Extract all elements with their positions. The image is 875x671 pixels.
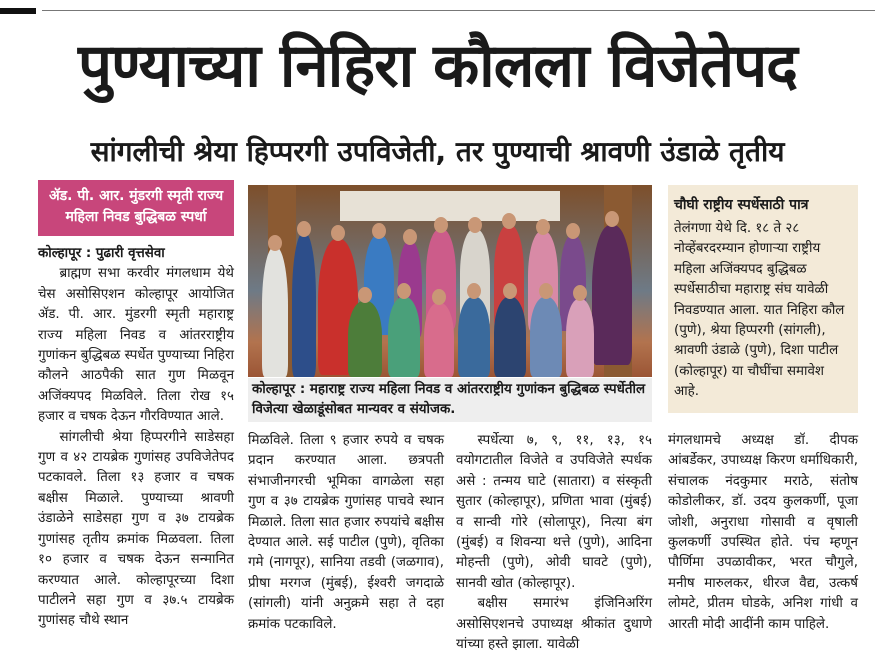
article-column-1 (38, 244, 234, 632)
col4-paragraph: मंगलधामचे अध्यक्ष डॉ. दीपक आंबर्डेकर, उपाध्यक्ष किरण धर्माधिकारी, संचालक नंदकुमार मराठे, संतोष कोडोलीकर, डॉ. उदय कुलकर्णी, पूजा जोशी, अनुराधा गोसावी व वृषाली कुलकर्णी उपस्थित होते. पंच म्हणून पौर्णिमा उपळावीकर, भरत चौगुले, मनीष मारुलकर, धीरज वैद्य, उत्कर्ष लोमटे, प्रीतम घोडके, अनिश गांधी व आरती मोदी आदींनी काम पाहिले. (668, 433, 858, 632)
col3-paragraph-2: बक्षीस समारंभ इंजिनिअरिंग असोसिएशनचे उपाध्यक्ष श्रीकांत दुधाणे यांच्या हस्ते झाला. यावेळी (456, 596, 652, 653)
photo-person (458, 297, 490, 377)
sidebar-text: तेलंगणा येथे दि. १८ ते २८ नोव्हेंबरदरम्यान होणाऱ्या राष्ट्रीय महिला अजिंक्यपद बुद्धिबळ स्पर्धेसाठीचा महाराष्ट्र संघ यावेळी निवडण्यात आला. यात निहिरा कौल (पुणे), श्रेया हिप्परगी (सांगली), श्रावणी उंडाळे (पुणे), दिशा पाटील (कोल्हापूर) या चौघींचा समावेश आहे. (674, 221, 845, 400)
photo-caption: कोल्हापूर : महाराष्ट्र राज्य महिला निवड व आंतरराष्ट्रीय गुणांकन बुद्धिबळ स्पर्धेतील विजेत्या खेळाडूंसोबत मान्यवर व संयोजक. (248, 378, 652, 422)
photo-head (503, 283, 517, 299)
col2-paragraph: मिळविले. तिला ९ हजार रुपये व चषक प्रदान करण्यात आला. छत्रपती संभाजीनगरची भूमिका वागळेला सहा गुण व ३७ टायब्रेक गुणांसह पाचवे स्थान मिळाले. तिला सात हजार रुपयांचे बक्षीस देण्यात आले. सई पाटील (पुणे), वृतिका गमे (नागपूर), सानिया तडवी (जळगाव), प्रीषा मरगज (मुंबई), ईश्वरी जगदाळे (सांगली) यांनी अनुक्रमे सहा ते दहा क्रमांक पटकाविले. (248, 433, 444, 632)
article-column-4 (668, 431, 858, 635)
photo-person (388, 297, 420, 377)
photo-head (468, 217, 482, 233)
col1-paragraph-2: सांगलीची श्रेया हिप्परगीने साडेसहा गुण व ४२ टायब्रेक गुणांसह उपविजेतेपद पटकावले. तिला १३ हजार व चषक बक्षीस मिळाले. पुण्याच्या श्रावणी उंडाळेने साडेसहा गुण व ३७ टायब्रेक गुणांसह तृतीय क्रमांक मिळवला. तिला १० हजार व चषक देऊन सन्मानित करण्यात आले. कोल्हापूरच्या दिशा पाटीलने सहा गुण व ३७.५ टायब्रेक गुणांसह चौथे स्थान (38, 429, 234, 629)
photo-head (297, 221, 311, 237)
photo-head (502, 213, 516, 229)
photo-head (539, 283, 553, 299)
subheadline: सांगलीची श्रेया हिप्परगी उपविजेती, तर पुण्याची श्रावणी उंडाळे तृतीय (90, 135, 785, 168)
photo-head (397, 283, 411, 299)
col3-paragraph-1: स्पर्धेत्या ७, ९, ११, १३, १५ वयोगटातील विजेते व उपविजेते स्पर्धक असे : तन्मय घाटे (सातारा) व संस्कृती सुतार (कोल्हापूर), प्रणिता भावा (मुंबई) व सान्वी गोरे (सोलापूर), नित्या बंग (मुंबई) व शिवन्या थत्ते (पुणे), आदिना मोहन्ती (पुणे), ओवी घावटे (पुणे), सानवी खोत (कोल्हापूर). (456, 433, 652, 591)
kicker-box (38, 180, 234, 236)
photo-head (358, 287, 372, 303)
kicker-line-1: ॲड. पी. आर. मुंडरगी स्मृती राज्य (48, 188, 224, 204)
photo-person (566, 299, 594, 377)
photo-person (262, 247, 288, 377)
photo-head (467, 283, 481, 299)
photo-person (592, 225, 632, 365)
top-rule-line (42, 10, 875, 11)
photo-person (530, 297, 562, 377)
photo-head (331, 225, 345, 241)
article-column-3 (456, 431, 652, 655)
kicker-line-2: महिला निवड बुद्धिबळ स्पर्धा (65, 209, 207, 225)
photo-head (372, 223, 386, 239)
headline: पुण्याच्या निहिरा कौलला विजेतेपद (77, 31, 798, 101)
photo-head (536, 219, 550, 235)
col1-paragraph-1: ब्राह्मण सभा करवीर मंगलधाम येथे चेस असोसिएशन कोल्हापूर आयोजित ॲड. पी. आर. मुंडरगी स्मृती महाराष्ट्र राज्य महिला निवड व आंतरराष्ट्रीय गुणांकन बुद्धिबळ स्पर्धेत पुण्याच्या निहिरा कौलने आठपैकी सात गुण मिळवून अजिंक्यपद मिळविले. तिला रोख १५ हजार व चषक देऊन गौरविण्यात आले. (38, 266, 234, 425)
photo-head (268, 235, 282, 251)
photo-person (494, 297, 526, 377)
photo-head (432, 289, 446, 305)
sidebar-box (668, 185, 858, 413)
photo-head (605, 211, 619, 227)
photo-backdrop-banner (340, 191, 560, 221)
news-photo (248, 185, 652, 377)
article-column-2 (248, 431, 444, 635)
photo-head (434, 217, 448, 233)
photo-person (292, 233, 316, 377)
photo-person (424, 303, 454, 377)
byline: कोल्हापूर : पुढारी वृत्तसेवा (38, 246, 165, 261)
photo-head (403, 229, 417, 245)
photo-head (566, 223, 580, 239)
photo-person (348, 301, 382, 377)
photo-head (573, 285, 587, 301)
top-rule-bar (0, 8, 36, 14)
sidebar-title: चौघी राष्ट्रीय स्पर्धेसाठी पात्र (674, 197, 809, 213)
